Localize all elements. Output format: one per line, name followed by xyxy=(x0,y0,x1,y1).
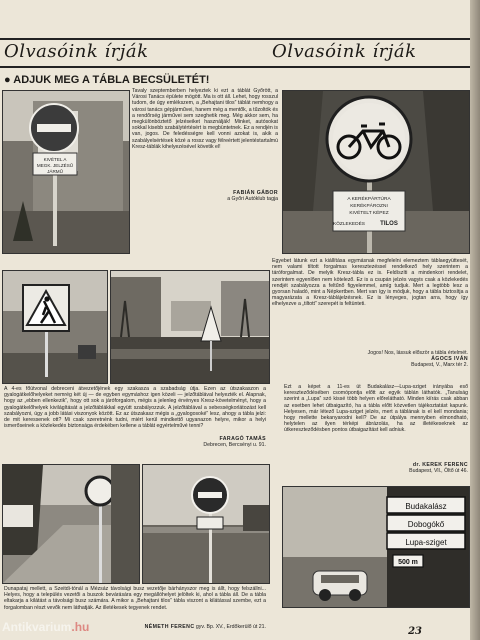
direction-sign-3: Lupa-sziget xyxy=(405,538,447,547)
signature-3 xyxy=(104,436,266,448)
svg-text:TILOS: TILOS xyxy=(380,221,398,227)
signature-1-name: FABIÁN GÁBOR xyxy=(233,190,278,196)
article-paragraph-1: Tavaly szeptemberben helyeztek ki ezt a táblát Győrött, a Városi Tanács épülete mögött. Ma is ott áll. Lehet, hogy rosszul tudom, de úgy emlékszem, a „Behajtani tilos” táblát nemhogy a városi tanács gépjárművei, hanem még a mentők, a tűzoltók és a rendőrség járművei sem szeghetik meg. Még akkor sem, ha megkülönböztető jelzéseiket használják! Minket, autósokat sokkal kisebb szabálytértésért is megbüntetnek. Ez a rendjén is van, jogos. De feledésségre kell vonni azokat is, akik a szabályelsértések közé a rossz vagy félreértett jelentéstartalmú Kresz-táblák kihelyezésével követik el! xyxy=(132,88,278,150)
photo-bicycle-sign xyxy=(282,90,470,254)
watermark xyxy=(2,620,89,634)
signature-2-place: Budapest, V., Marx tér 2. xyxy=(411,362,468,369)
direction-sign-4: 500 m xyxy=(398,559,418,566)
photo-street-svg xyxy=(111,271,269,383)
article-headline: ● ADJUK MEG A TÁBLA BECSÜLETÉT! xyxy=(4,74,210,86)
photo-roadside xyxy=(2,464,140,584)
photo-direction-signs xyxy=(282,486,470,608)
sign-exception-line1: KIVÉTEL A xyxy=(43,157,67,162)
signature-4-name: dr. KEREK FERENC xyxy=(412,462,468,468)
article-paragraph-3: A 4-es főútvonal debreceni átvezetőjének egy szakasza a szabadság útja. Ezen az útszakaszon a gyalogátkelőhelyeket nemrég két új — de egyben egymáshoz igen közeli — jelzőtáblával helyezték el. Alapnak, hogy az „ebben ellenkezik”, hogy ott sok a járóforgalom, mégis a jelenleg érvényes Kresz-követelményt, hogy a gyalogátkelőhelyek kivilágítását a jelzőtáblákkal együtt szabályozzuk. A jelzőtáblával a sebességkorlátozást kell szabályozni, úgy a jobb látási viszonyok között. Ez az útszakasz mégis a „gyalogosoké” lesz, ahogy a tábla jelzi: de mit keressenek ott? Mi csak szeretnénk tudni, miért kerül mindkettő ugyanazon helyre, mikor a helyi ismerőseinek a közlekedés biztonsága érdekében kellene a táblát egyértelművé tenni? xyxy=(4,386,266,430)
signature-4-place: Budapest, Vll., Öltő út 46. xyxy=(409,468,468,475)
photo-no-entry-sign xyxy=(2,90,130,254)
photo-bicycle-svg xyxy=(283,91,469,253)
signature-1 xyxy=(132,190,278,202)
signature-4 xyxy=(284,462,468,474)
photo-crossing-svg xyxy=(3,271,107,383)
signature-5-place: gyv. Bp. XV., Erdőkerülő út 21. xyxy=(195,624,266,630)
sign-exception-line3: JÁRMŰ xyxy=(47,169,63,174)
photo-no-entry-svg xyxy=(3,91,129,253)
photo-crossing-sign xyxy=(2,270,108,384)
signature-5-name: NÉMETH FERENC xyxy=(144,624,195,630)
watermark-suffix: .hu xyxy=(71,620,90,634)
direction-sign-2: Dobogókő xyxy=(407,520,445,529)
photo-no-entry-plate xyxy=(142,464,270,584)
svg-text:KERÉKPÁROZNI: KERÉKPÁROZNI xyxy=(350,204,388,209)
svg-text:KIVÉTELT KÉPEZ: KIVÉTELT KÉPEZ xyxy=(349,211,389,216)
photo-no-entry-plate-svg xyxy=(143,465,269,583)
signature-2-text: Jogos! Nos, lássuk először a tábla értelmét. xyxy=(367,350,468,356)
svg-text:KÖZLEKEDÉS: KÖZLEKEDÉS xyxy=(333,222,365,227)
signature-3-name: FARAGÓ TAMÁS xyxy=(219,436,266,442)
signature-2 xyxy=(272,350,468,369)
column-title-left: Olvasóink írják xyxy=(4,41,149,62)
photo-roadside-svg xyxy=(3,465,139,583)
signature-3-place: Debrecen, Bercsényi u. 91. xyxy=(203,442,266,449)
sign-exception-line2: MEGK. JELZÉSŰ xyxy=(36,163,74,168)
binding-spine xyxy=(470,0,480,640)
signature-2-name: ÁGOCS IVÁN xyxy=(431,356,468,363)
svg-text:A KERÉKPÁRTÚRA: A KERÉKPÁRTÚRA xyxy=(347,197,391,202)
photo-direction-svg xyxy=(283,487,469,607)
signature-1-place: a Győri Autóklub tagja xyxy=(227,196,278,203)
watermark-text: Antikvarium xyxy=(2,620,72,634)
page-number: 23 xyxy=(408,626,422,637)
direction-sign-1: Budakalász xyxy=(405,502,447,511)
article-paragraph-2: Egyebet látunk ezt a kiállítása egymásnak megfelelni elemeztem táblaegyüttesét, nem valami tiltott forgalmas keresztezéssel rendelkező hely szerintem a táróforgalmat. De melyik Kresz-tábla ez is. Feldíszíti a mindenkori rendelet, szerintem egyenlően nem kötelező. Ez is a csupán jelzés vagyis csak a közlekedés rendjét szabályozza a feltűnő figyelemmel, amíg tudjuk. Mert a legtöbb lesz a gyorsan haladó, mint a Népkertben. Mert van így is módjuk, hogy a tábla biztosítja a magyarázata a Kresz-táblájelzésnek. Ez is lényeges, jogtan arra, hogy így elhelyezve a „tiltott” szerepét is feltünteti. xyxy=(272,258,468,308)
column-title-right: Olvasóink írják xyxy=(272,41,417,62)
photo-street-view xyxy=(110,270,270,384)
article-paragraph-5: Dunapataj mellett, a Szeitdi-tónál a Mézsáz távolsági busz vezetője bárhányszor meg is állt, hogy felszállni... Helyes, hogy a település vezetői a buszok bevárására egy megállóhelyet jelöltek ki, ahol a tábla áll. De a tábla eltakarja a kilátást a távolsági busz számára. A mikor a „Behajtani tilos” tábla viszont a kilátással szembe, ezt a forgalomban részt vevők nem láthatják. Az illetékesek tegyenek rendet. xyxy=(4,586,266,611)
article-paragraph-4: Ezt a képet a 11-es út Budakalász—Lupa-sziget irányába eső kereszteződésében csomópontja előtt az egyik táblán láthatók. „Tanulság szerint a „Lupa” szó kissé több helyen előrelátható. Minden kiírás csak abban az esetben lehet útbaigazító, ha a tábla előtt közvetlen tájékoztatást kapunk. Helyesen, már létező Lupa-sziget jelzés, mert a táblának is el kell mondania; hogy mellette bekanyarodni kell? De az útpálya mennyiben elmondható, helytelen az ilyen térképi ábrázolás, ha az illetékeseknek az útkereszteződésben pontos útbaigazítást kell adniuk. xyxy=(284,384,468,434)
